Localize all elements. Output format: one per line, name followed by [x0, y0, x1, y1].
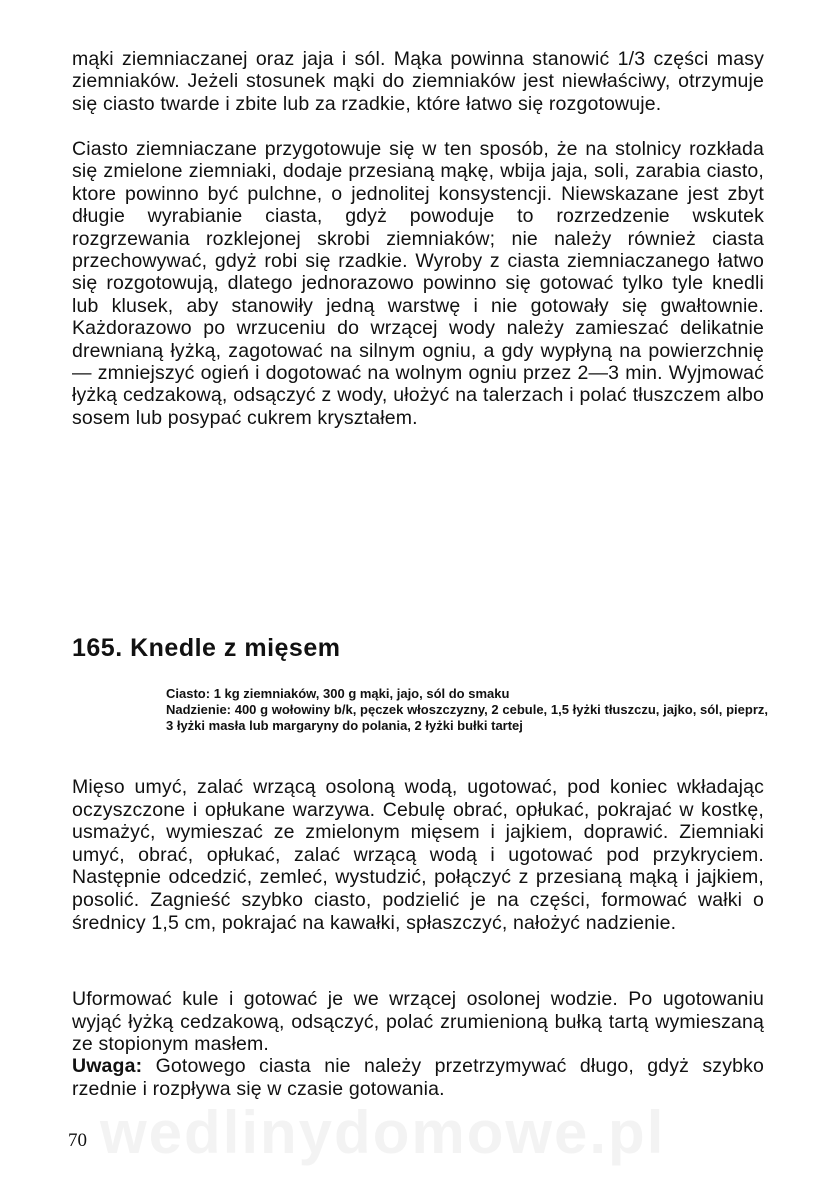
- watermark: wedlinydomowe.pl: [100, 1099, 666, 1166]
- page-number: 70: [68, 1130, 87, 1151]
- potato-dough-paragraph: Ciasto ziemniaczane przygotowuje się w ten sposób, że na stolnicy rozkłada się zmielone ziemniaki, dodaje przesianą mąkę, wbija jaja, soli, zarabia ciasto, ktore powinno być pulchne, o jednolitej konsystencji. Niewskazane jest zbyt długie wyrabianie ciasta, gdyż powoduje to rozrzedzenie wskutek rozgrzewania rozklejonej skrobi ziemniaków; nie należy również ciasta przechowywać, gdyż robi się rzadkie. Wyroby z ciasta ziemniaczanego łatwo się rozgotowują, dlatego jednorazowo powinno się gotować tylko tyle knedli lub klusek, aby stanowiły jedną warstwę i nie gotowały się gwałtownie. Każdorazowo po wrzuceniu do wrzącej wody należy zamieszać delikatnie drewnianą łyżką, zagotować na silnym ogniu, a gdy wypłyną na powierzchnię — zmniejszyć ogień i dogotować na wolnym ogniu przez 2—3 min. Wyjmować łyżką cedzakową, odsączyć z wody, ułożyć na talerzach i polać tłuszczem albo sosem lub posypać cukrem kryształem.: [72, 138, 764, 429]
- note-paragraph: [72, 1055, 764, 1100]
- note-label: Uwaga:: [72, 1055, 143, 1077]
- cooking-paragraph: Uformować kule i gotować je we wrzącej osolonej wodzie. Po ugotowaniu wyjąć łyżką cedzakową, odsączyć, polać zrumienioną bułką tartą wymieszaną ze stopionym masłem.: [72, 988, 764, 1056]
- dough-ingredients: 1 kg ziemniaków, 300 g mąki, jajo, sól do smaku: [213, 686, 510, 701]
- ingredients-block: [166, 686, 768, 734]
- dough-label: Ciasto:: [166, 686, 211, 701]
- method-paragraph: Mięso umyć, zalać wrzącą osoloną wodą, ugotować, pod koniec wkładając oczyszczone i opłukane warzywa. Cebulę obrać, opłukać, pokrajać w kostkę, usmażyć, wymieszać ze zmielonym mięsem i jajkiem, doprawić. Ziemniaki umyć, obrać, opłukać, zalać wrzącą wodą i ugotować pod przykryciem. Następnie odcedzić, zemleć, wystudzić, połączyć z przesianą mąką i jajkiem, posolić. Zagnieść szybko ciasto, podzielić je na części, formować wałki o średnicy 1,5 cm, pokrajać na kawałki, spłaszczyć, nałożyć nadzienie.: [72, 776, 764, 934]
- note-text: Gotowego ciasta nie należy przetrzymywać długo, gdyż szybko rzednie i rozpływa się w czasie gotowania.: [72, 1055, 764, 1100]
- filling-ingredients: 400 g wołowiny b/k, pęczek włoszczyzny, 2 cebule, 1,5 łyżki tłuszczu, jajko, sól, pieprz, 3 łyżki masła lub margaryny do polania, 2 łyżki bułki tartej: [166, 702, 768, 733]
- recipe-heading: 165. Knedle z mięsem: [72, 634, 341, 662]
- intro-paragraph-continued: mąki ziemniaczanej oraz jaja i sól. Mąka powinna stanowić 1/3 części masy ziemniaków. Jeżeli stosunek mąki do ziemniaków jest niewłaściwy, otrzymuje się ciasto twarde i zbite lub za rzadkie, które łatwo się rozgotowuje.: [72, 48, 764, 115]
- filling-label: Nadzienie:: [166, 702, 232, 717]
